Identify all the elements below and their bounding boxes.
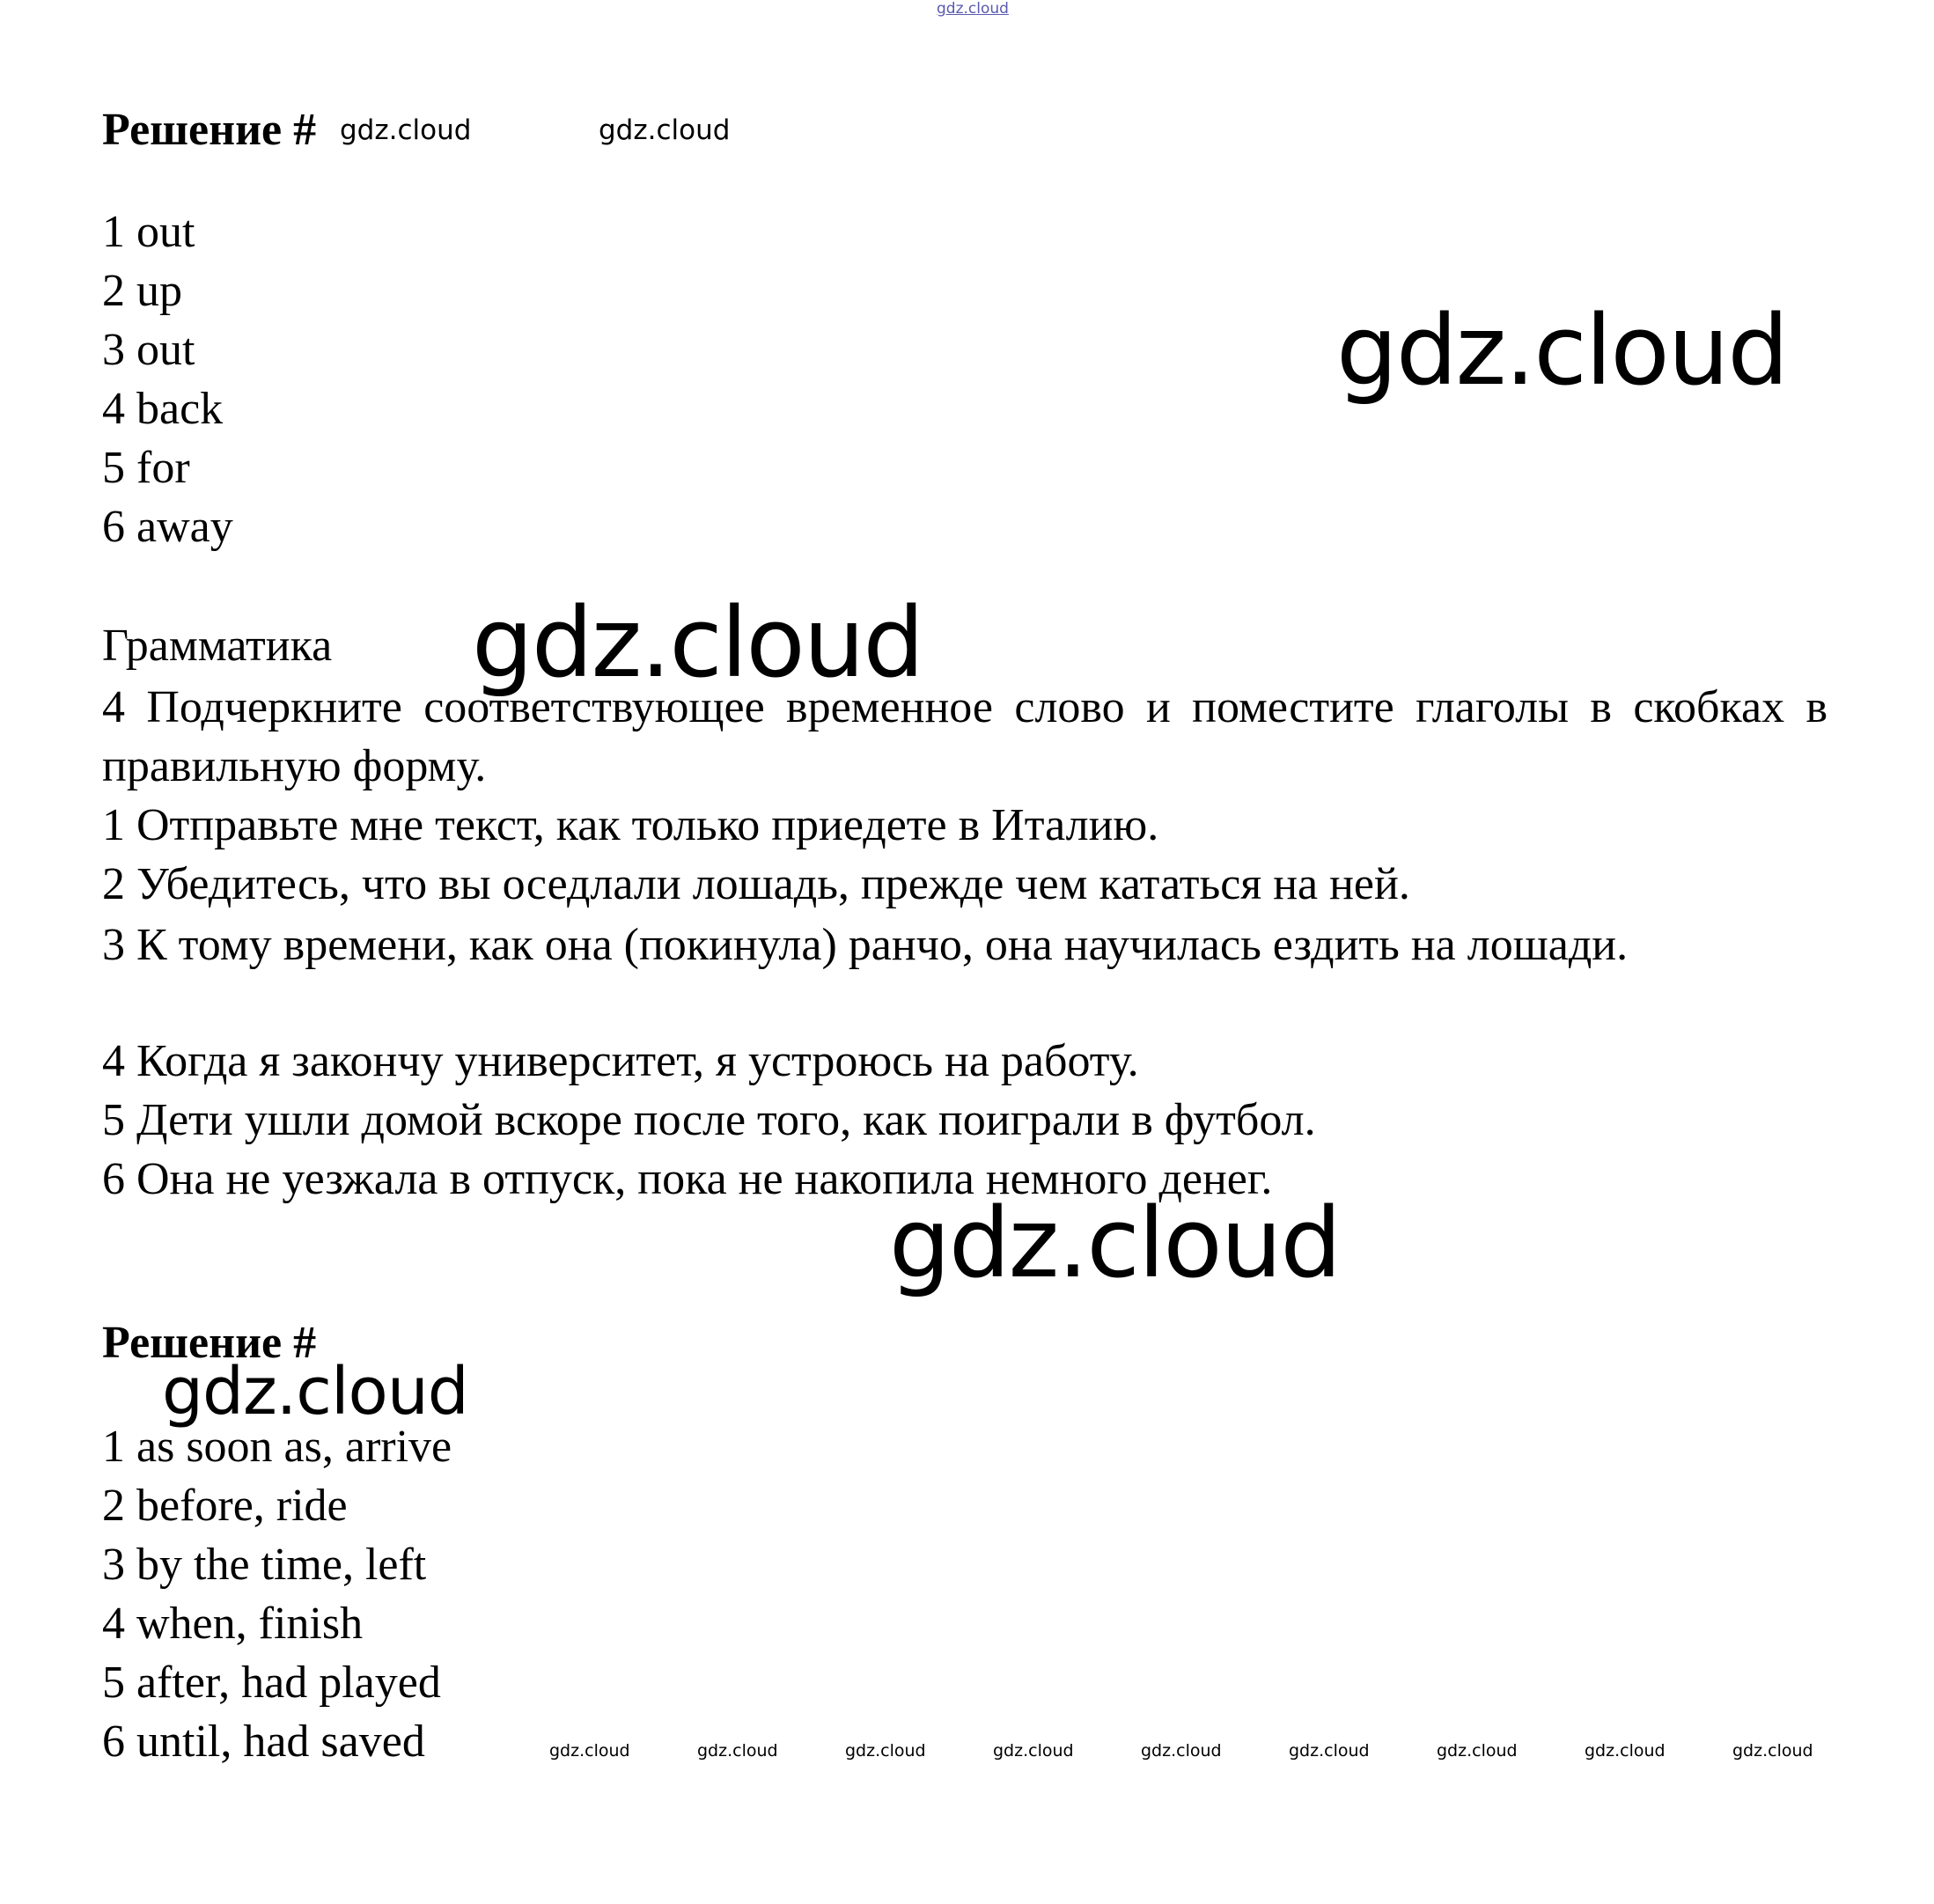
- sentence-item: 5 Дети ушли домой вскоре после того, как поиграли в футбол.: [102, 1095, 1316, 1145]
- sentence-item: 6 Она не уезжала в отпуск, пока не накопила немного денег.: [102, 1154, 1273, 1204]
- sentence-item: 3 К тому времени, как она (покинула) ранчо, она научилась ездить на лошади.: [102, 920, 1629, 970]
- watermark-tiny: gdz.cloud: [1437, 1741, 1518, 1761]
- watermark-tiny: gdz.cloud: [1141, 1741, 1222, 1761]
- watermark-large-1: gdz.cloud: [1336, 294, 1788, 407]
- answer-item: 5 for: [102, 443, 190, 493]
- sentence-item: 1 Отправьте мне текст, как только приедете в Италию.: [102, 800, 1159, 850]
- answer-item: 4 when, finish: [102, 1599, 364, 1649]
- watermark-tiny: gdz.cloud: [845, 1741, 926, 1761]
- solution-heading-1: Решение #: [102, 105, 317, 155]
- answer-item: 6 until, had saved: [102, 1717, 425, 1767]
- solution-heading-2: Решение #: [102, 1318, 317, 1368]
- answer-item: 3 out: [102, 325, 195, 375]
- watermark-medium-1: gdz.cloud: [162, 1354, 468, 1430]
- answer-item: 1 out: [102, 207, 195, 257]
- watermark-inline-1: gdz.cloud: [340, 114, 472, 146]
- watermark-tiny: gdz.cloud: [1732, 1741, 1813, 1761]
- top-watermark: gdz.cloud: [937, 0, 1009, 18]
- answer-item: 4 back: [102, 384, 224, 434]
- answer-item: 2 up: [102, 266, 182, 316]
- sentence-item: 4 Когда я закончу университет, я устроюсь на работу.: [102, 1036, 1139, 1086]
- watermark-tiny: gdz.cloud: [993, 1741, 1074, 1761]
- grammar-task: 4 Подчеркните соответствующее временное слово и поместите глаголы в скобках в правильную форму.: [102, 682, 1827, 791]
- answer-item: 3 by the time, left: [102, 1540, 427, 1590]
- watermark-tiny: gdz.cloud: [1585, 1741, 1666, 1761]
- watermark-tiny: gdz.cloud: [697, 1741, 778, 1761]
- watermark-large-3: gdz.cloud: [889, 1187, 1341, 1299]
- answer-item: 2 before, ride: [102, 1481, 348, 1531]
- watermark-tiny: gdz.cloud: [549, 1741, 630, 1761]
- answer-item: 1 as soon as, arrive: [102, 1422, 452, 1472]
- answer-item: 5 after, had played: [102, 1658, 441, 1708]
- watermark-tiny: gdz.cloud: [1289, 1741, 1370, 1761]
- watermark-large-2: gdz.cloud: [472, 586, 923, 699]
- sentence-item: 2 Убедитесь, что вы оседлали лошадь, прежде чем кататься на ней.: [102, 859, 1410, 909]
- watermark-inline-2: gdz.cloud: [599, 114, 731, 146]
- answer-item: 6 away: [102, 502, 233, 552]
- grammar-title: Грамматика: [102, 621, 333, 671]
